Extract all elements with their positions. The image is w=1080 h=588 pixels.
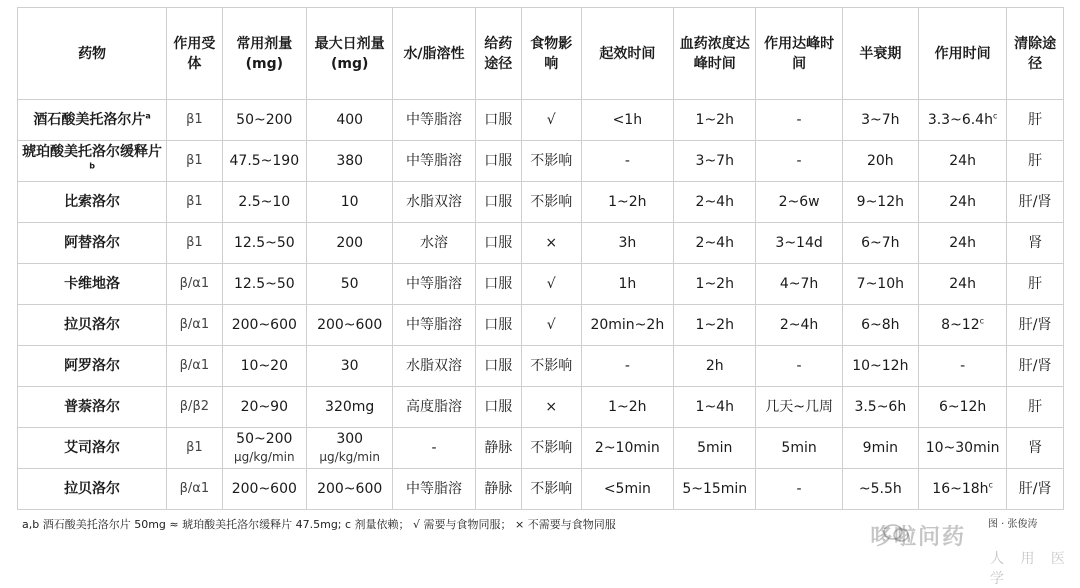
cell-clear-text: 肾 (1028, 440, 1043, 456)
cell-solubility-text: 中等脂溶 (406, 153, 462, 169)
cell-max-text: 30 (340, 358, 359, 374)
cell-onset (581, 428, 674, 469)
cell-solubility-text: 中等脂溶 (406, 317, 462, 333)
watermark: 哆啦问药 (870, 525, 967, 550)
cell-food (521, 469, 581, 510)
cell-half (842, 346, 918, 387)
cell-clear-text: 肝 (1028, 112, 1043, 128)
cell-duration (918, 100, 1006, 141)
cell-drug (18, 264, 167, 305)
cell-tmax-text: 5min (697, 440, 733, 456)
footnote: a,b 酒石酸美托洛尔片 50mg ≈ 琥珀酸美托洛尔缓释片 47.5mg; c 剂量依赖； √ 需要与食物同服； × 不需要与食物同服 (22, 518, 616, 531)
cell-peak (756, 346, 842, 387)
cell-half-text: 7~10h (856, 276, 904, 292)
cell-drug-text: 阿替洛尔 (64, 235, 121, 251)
cell-clear-text: 肝/肾 (1018, 317, 1052, 333)
header-solubility: 水/脂溶性 (393, 8, 475, 100)
cell-food (521, 100, 581, 141)
cell-solubility-text: 中等脂溶 (406, 481, 462, 497)
cell-tmax-text: 1~2h (695, 276, 734, 292)
cell-peak (756, 141, 842, 182)
cell-solubility (393, 428, 475, 469)
cell-receptor (167, 100, 223, 141)
cell-drug-text: 卡维地洛 (64, 276, 121, 292)
cell-dose (222, 428, 306, 469)
cell-max-text: 50 (340, 276, 359, 292)
cell-clear-text: 肝 (1028, 276, 1043, 292)
cell-onset (581, 182, 674, 223)
footnote-marker: c (992, 111, 998, 121)
cell-max-text: 300 (336, 431, 364, 447)
cell-max (306, 182, 392, 223)
cell-duration (918, 346, 1006, 387)
cell-duration (918, 387, 1006, 428)
cell-receptor (167, 469, 223, 510)
cell-clear (1007, 264, 1064, 305)
cell-peak-text: 3~14d (775, 235, 823, 251)
cell-drug-text: 拉贝洛尔 (64, 317, 121, 333)
cell-food (521, 428, 581, 469)
cell-onset (581, 469, 674, 510)
cell-route-text: 静脉 (484, 440, 513, 456)
cell-food-text: √ (546, 317, 556, 333)
cell-solubility (393, 141, 475, 182)
cell-drug-text: 艾司洛尔 (64, 440, 121, 456)
cell-route-text: 口服 (484, 276, 513, 292)
cell-max (306, 264, 392, 305)
cell-tmax (674, 428, 756, 469)
table-row (18, 346, 1064, 387)
cell-route-text: 口服 (484, 194, 513, 210)
cell-onset (581, 264, 674, 305)
cell-max (306, 223, 392, 264)
cell-solubility (393, 346, 475, 387)
cell-half-text: 3.5~6h (854, 399, 907, 415)
cell-clear (1007, 469, 1064, 510)
cell-peak (756, 428, 842, 469)
cell-receptor-text: β1 (186, 153, 203, 168)
cell-dose (222, 141, 306, 182)
cell-food (521, 264, 581, 305)
cell-half (842, 387, 918, 428)
cell-clear (1007, 141, 1064, 182)
cell-tmax (674, 469, 756, 510)
cell-route (475, 182, 521, 223)
cell-clear (1007, 182, 1064, 223)
cell-dose-text: 20~90 (240, 399, 288, 415)
cell-drug (18, 141, 167, 182)
cell-dose (222, 223, 306, 264)
cell-max-text: 320mg (325, 399, 375, 415)
cell-route (475, 469, 521, 510)
cell-peak (756, 305, 842, 346)
cell-duration (918, 182, 1006, 223)
cell-clear (1007, 305, 1064, 346)
table-row (18, 141, 1064, 182)
header-dose: 常用剂量(mg) (222, 8, 306, 100)
cell-onset-text: 1~2h (608, 194, 647, 210)
cell-route (475, 100, 521, 141)
cell-food (521, 223, 581, 264)
cell-duration-text: - (960, 358, 966, 374)
cell-clear-text: 肝 (1028, 399, 1043, 415)
cell-food-text: 不影响 (530, 153, 573, 169)
cell-solubility (393, 223, 475, 264)
cell-peak (756, 182, 842, 223)
cell-dose-text: 200~600 (231, 481, 297, 497)
dose-unit: μg/kg/min (234, 450, 295, 464)
cell-half (842, 223, 918, 264)
cell-clear-text: 肾 (1028, 235, 1043, 251)
cell-clear-text: 肝/肾 (1018, 358, 1052, 374)
cell-clear-text: 肝/肾 (1018, 194, 1052, 210)
cell-onset-text: 1~2h (608, 399, 647, 415)
cell-onset (581, 141, 674, 182)
cell-onset (581, 223, 674, 264)
footnote-marker: c (988, 480, 993, 490)
cell-solubility-text: 水脂双溶 (406, 358, 462, 374)
cell-solubility (393, 469, 475, 510)
cell-clear-text: 肝 (1028, 153, 1043, 169)
cell-drug (18, 428, 167, 469)
table-header-row (18, 8, 1064, 100)
cell-tmax-text: 1~2h (695, 112, 734, 128)
cell-peak-text: 5min (781, 440, 817, 456)
cell-food-text: × (545, 235, 558, 251)
cell-drug (18, 100, 167, 141)
cell-onset-text: <1h (612, 112, 643, 128)
cell-dose (222, 346, 306, 387)
cell-food (521, 305, 581, 346)
table-row (18, 223, 1064, 264)
cell-duration (918, 141, 1006, 182)
cell-duration-text: 24h (949, 153, 976, 169)
cell-onset (581, 387, 674, 428)
cell-receptor (167, 141, 223, 182)
footnote-marker: c (979, 316, 985, 326)
cell-duration-text: 24h (949, 276, 976, 292)
table-row (18, 182, 1064, 223)
cell-max (306, 469, 392, 510)
table-row (18, 428, 1064, 469)
cell-half (842, 469, 918, 510)
cell-clear (1007, 346, 1064, 387)
cell-route (475, 428, 521, 469)
cell-route (475, 223, 521, 264)
cell-half-text: 10~12h (852, 358, 909, 374)
cell-receptor-text: β/α1 (179, 276, 210, 291)
cell-peak (756, 100, 842, 141)
cell-half-text: ~5.5h (858, 481, 902, 497)
cell-receptor-text: β1 (186, 112, 203, 127)
cell-solubility (393, 387, 475, 428)
cell-peak-text: 几天~几周 (765, 399, 833, 415)
cell-receptor (167, 264, 223, 305)
cell-half-text: 20h (866, 153, 894, 169)
cell-food-text: × (545, 399, 558, 415)
cell-tmax-text: 1~4h (695, 399, 734, 415)
cell-food-text: 不影响 (530, 440, 573, 456)
cell-onset-text: 3h (618, 235, 637, 251)
cell-dose (222, 182, 306, 223)
header-duration: 作用时间 (918, 8, 1006, 100)
cell-half (842, 264, 918, 305)
cell-dose-text: 2.5~10 (238, 194, 291, 210)
cell-max (306, 387, 392, 428)
cell-half (842, 100, 918, 141)
header-peak: 作用达峰时间 (756, 8, 842, 100)
cell-tmax-text: 2~4h (695, 235, 734, 251)
cell-half-text: 6~8h (861, 317, 900, 333)
cell-max (306, 141, 392, 182)
cell-solubility (393, 264, 475, 305)
cell-tmax-text: 5~15min (682, 481, 748, 497)
cell-onset-text: 2~10min (594, 440, 660, 456)
table-row (18, 469, 1064, 510)
cell-half (842, 428, 918, 469)
cell-clear (1007, 428, 1064, 469)
cell-tmax (674, 182, 756, 223)
cell-dose (222, 100, 306, 141)
cell-duration (918, 428, 1006, 469)
cell-clear (1007, 387, 1064, 428)
cell-duration-text: 24h (949, 194, 976, 210)
cell-peak (756, 264, 842, 305)
cell-receptor-text: β/α1 (179, 481, 210, 496)
cell-clear (1007, 223, 1064, 264)
cell-clear (1007, 100, 1064, 141)
cell-route (475, 305, 521, 346)
cell-dose (222, 387, 306, 428)
cell-route (475, 264, 521, 305)
cell-drug (18, 346, 167, 387)
cell-peak-text: 4~7h (779, 276, 819, 292)
header-food: 食物影响 (521, 8, 581, 100)
cell-max (306, 346, 392, 387)
cell-drug-text: 阿罗洛尔 (64, 358, 121, 374)
cell-clear-text: 肝/肾 (1018, 481, 1052, 497)
table-row (18, 100, 1064, 141)
cell-solubility-text: - (431, 440, 437, 456)
cell-food (521, 346, 581, 387)
cell-route-text: 口服 (484, 235, 513, 251)
cell-onset (581, 100, 674, 141)
cell-solubility-text: 中等脂溶 (406, 112, 462, 128)
cell-tmax (674, 387, 756, 428)
cell-dose (222, 305, 306, 346)
cell-drug-text: 比索洛尔 (64, 194, 121, 210)
cell-drug (18, 305, 167, 346)
cell-route (475, 387, 521, 428)
cell-onset-text: <5min (603, 481, 651, 497)
cell-route (475, 346, 521, 387)
cell-tmax-text: 2~4h (695, 194, 734, 210)
cell-dose (222, 264, 306, 305)
cell-route-text: 口服 (484, 399, 513, 415)
max-dose-unit: μg/kg/min (319, 450, 380, 464)
cell-receptor-text: β/α1 (179, 358, 210, 373)
cell-max (306, 100, 392, 141)
cell-receptor (167, 428, 223, 469)
cell-duration-text: 6~12h (938, 399, 987, 415)
image-credit: 图 · 张俊涛 (988, 519, 1038, 530)
cell-max-text: 10 (340, 194, 359, 210)
cell-duration (918, 305, 1006, 346)
cell-onset (581, 305, 674, 346)
cell-solubility (393, 182, 475, 223)
cell-peak-text: 2~6w (778, 194, 820, 210)
cell-food-text: 不影响 (530, 358, 573, 374)
table-body (18, 100, 1064, 510)
cell-onset-text: 20min~2h (590, 317, 665, 333)
cell-drug (18, 223, 167, 264)
cell-duration (918, 469, 1006, 510)
cell-drug (18, 387, 167, 428)
cell-peak-text: 2~4h (779, 317, 819, 333)
cell-onset (581, 346, 674, 387)
cell-peak (756, 469, 842, 510)
cell-max-text: 400 (336, 112, 364, 128)
cell-route-text: 口服 (484, 112, 513, 128)
cell-receptor (167, 346, 223, 387)
cell-tmax (674, 141, 756, 182)
cell-tmax (674, 264, 756, 305)
cell-route-text: 口服 (484, 317, 513, 333)
footnote-marker: a (145, 111, 151, 121)
cell-max-text: 200 (336, 235, 364, 251)
cell-receptor-text: β/α1 (179, 317, 210, 332)
cell-half (842, 305, 918, 346)
cell-receptor (167, 305, 223, 346)
cell-half (842, 182, 918, 223)
cell-drug-text: 拉贝洛尔 (64, 481, 121, 497)
cell-receptor-text: β/β2 (179, 399, 210, 414)
beta-blocker-table (17, 7, 1064, 510)
cell-dose (222, 469, 306, 510)
cell-receptor (167, 223, 223, 264)
cell-duration-text: 3.3~6.4h (927, 112, 993, 128)
cell-onset-text: - (624, 153, 630, 169)
cell-drug (18, 469, 167, 510)
cell-dose-text: 50~200 (236, 431, 293, 447)
cell-duration-text: 16~18h (932, 481, 989, 497)
cell-solubility-text: 高度脂溶 (406, 399, 462, 415)
cell-food-text: 不影响 (530, 481, 573, 497)
cell-tmax (674, 305, 756, 346)
cell-peak (756, 223, 842, 264)
cell-receptor-text: β1 (186, 235, 203, 250)
table-row (18, 264, 1064, 305)
cell-drug-text: 酒石酸美托洛尔片 (33, 112, 146, 128)
cell-dose-text: 10~20 (240, 358, 288, 374)
cell-duration-text: 10~30min (925, 440, 1000, 456)
cell-duration-text: 8~12 (941, 317, 980, 333)
cell-receptor-text: β1 (186, 440, 203, 455)
header-half-life: 半衰期 (842, 8, 918, 100)
cell-tmax-text: 1~2h (695, 317, 734, 333)
cell-receptor (167, 182, 223, 223)
header-clearance: 清除途径 (1007, 8, 1064, 100)
header-route: 给药途径 (475, 8, 521, 100)
cell-peak-text: - (796, 481, 802, 497)
cell-route (475, 141, 521, 182)
cell-food-text: 不影响 (530, 194, 573, 210)
cell-solubility (393, 100, 475, 141)
cell-half-text: 6~7h (861, 235, 900, 251)
cell-peak-text: - (796, 358, 802, 374)
cell-route-text: 静脉 (484, 481, 513, 497)
cell-drug (18, 182, 167, 223)
header-max-dose: 最大日剂量(mg) (306, 8, 392, 100)
table-row (18, 305, 1064, 346)
cell-duration (918, 264, 1006, 305)
cell-receptor-text: β1 (186, 194, 203, 209)
cell-dose-text: 200~600 (231, 317, 297, 333)
cell-onset-text: - (624, 358, 630, 374)
cell-food (521, 182, 581, 223)
cell-solubility-text: 中等脂溶 (406, 276, 462, 292)
cell-tmax-text: 3~7h (695, 153, 734, 169)
cell-half (842, 141, 918, 182)
cell-max (306, 305, 392, 346)
watermark-sub: 人 用 医 学 (990, 551, 1071, 587)
cell-max (306, 428, 392, 469)
header-tmax: 血药浓度达峰时间 (674, 8, 756, 100)
cell-food-text: √ (546, 112, 556, 128)
header-drug: 药物 (18, 8, 167, 100)
cell-receptor (167, 387, 223, 428)
cell-dose-text: 12.5~50 (233, 276, 295, 292)
footnote-marker: b (89, 161, 95, 171)
cell-peak-text: - (796, 112, 802, 128)
cell-food-text: √ (546, 276, 556, 292)
cell-solubility (393, 305, 475, 346)
cell-half-text: 9~12h (856, 194, 904, 210)
header-receptor: 作用受体 (167, 8, 223, 100)
cell-duration-text: 24h (949, 235, 976, 251)
cell-max-text: 380 (336, 153, 364, 169)
cell-dose-text: 47.5~190 (229, 153, 300, 169)
cell-route-text: 口服 (484, 153, 513, 169)
cell-solubility-text: 水溶 (420, 235, 448, 251)
cell-tmax (674, 223, 756, 264)
cell-half-text: 9min (862, 440, 898, 456)
cell-food (521, 387, 581, 428)
cell-max-text: 200~600 (317, 481, 383, 497)
table-row (18, 387, 1064, 428)
cell-drug-text: 普萘洛尔 (64, 399, 121, 415)
cell-route-text: 口服 (484, 358, 513, 374)
cell-food (521, 141, 581, 182)
cell-tmax (674, 346, 756, 387)
header-onset: 起效时间 (581, 8, 674, 100)
cell-tmax-text: 2h (705, 358, 724, 374)
cell-onset-text: 1h (618, 276, 637, 292)
cell-dose-text: 12.5~50 (233, 235, 295, 251)
cell-dose-text: 50~200 (236, 112, 293, 128)
cell-drug-text: 琥珀酸美托洛尔缓释片 (22, 144, 163, 160)
cell-solubility-text: 水脂双溶 (406, 194, 462, 210)
cell-duration (918, 223, 1006, 264)
cell-peak-text: - (796, 153, 802, 169)
cell-peak (756, 387, 842, 428)
cell-half-text: 3~7h (861, 112, 900, 128)
cell-max-text: 200~600 (317, 317, 383, 333)
cell-tmax (674, 100, 756, 141)
